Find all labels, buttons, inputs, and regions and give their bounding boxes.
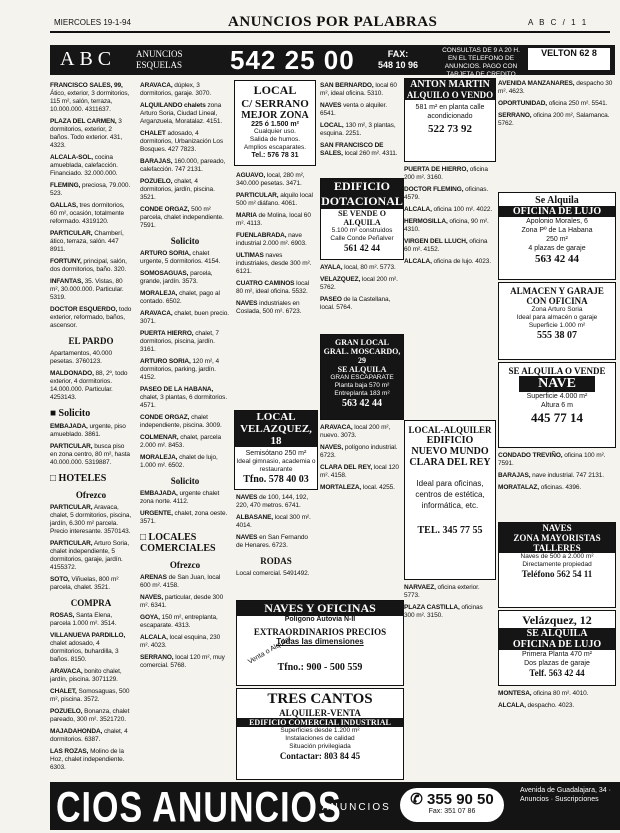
list-item: ROSAS, Santa Elena, parcela 1.000 m². 3514. — [50, 612, 117, 627]
list-item: ALCALA, local esquina, 230 m². 4023. — [140, 634, 221, 649]
fax-block: FAX: 548 10 96 — [377, 49, 419, 70]
list-item: PARTICULAR, Arturo Soria, chalet independiente, 5 dormitorios, garaje, jardín. 4155372. — [50, 540, 130, 571]
list-item: ALQUILANDO chalets zona Arturo Soria, Ciudad Lineal, Arganzuela, Moratalaz. 4151. — [140, 102, 223, 125]
section-heading: □ HOTELES — [50, 473, 107, 484]
list-item: ALCALA, oficina 100 m². 4022. — [404, 206, 493, 213]
list-item: CUATRO CAMINOS local 80 m², ideal oficina. 5532. — [236, 280, 310, 295]
list-item: LAS ROZAS, Molino de la Hoz, chalet independiente. 6303. — [50, 748, 125, 771]
list-item: MORALEJA, chalet de lujo, 1.000 m². 6502. — [140, 454, 218, 469]
main-phone: 542 25 00 — [230, 45, 355, 75]
list-item: PASEO de la Castellana, local. 5764. — [320, 296, 391, 311]
list-item: ARAVACA, chalet, buen precio. 3071. — [140, 310, 229, 325]
ad-box-moscardo: GRAN LOCAL GRAL. MOSCARDO, 29 SE ALQUILA GRAN ESCAPARATE Planta baja 570 m² Entreplanta 183 m² 563 42 44 — [320, 334, 404, 420]
list-item: PARTICULAR, Chamberí, ático, terraza, salón. 447 8911. — [50, 230, 124, 253]
list-item: Local comercial. 5491492. — [236, 570, 310, 577]
list-item: POZUELO, chalet, 4 dormitorios, jardín, piscina. 3521. — [140, 178, 215, 201]
list-item: PASEO DE LA HABANA, chalet, 3 plantas, 6 dormitorios. 4571. — [140, 386, 228, 409]
page-number: A B C / 1 1 — [528, 18, 589, 27]
column-3 — [236, 170, 316, 408]
list-item: PLAZA CASTILLA, oficinas 300 m². 3150. — [404, 604, 483, 619]
ad-box-naves-mayoristas: NAVES ZONA MAYORISTAS TALLERES Naves de 500 a 2.000 m² Directamente propiedad Teléfono 562 54 11 — [498, 522, 616, 608]
list-item: OPORTUNIDAD, oficina 250 m². 5541. — [498, 100, 608, 107]
list-item: ARAVACA, bonito chalet, jardín, piscina. 3071129. — [50, 668, 122, 683]
list-item: CONDADO TREVIÑO, oficina 100 m². 7591. — [498, 452, 606, 467]
ad-box-tres-cantos: TRES CANTOS ALQUILER-VENTA EDIFICIO COMERCIAL INDUSTRIAL Superficies desde 1.200 m² Instalaciones de calidad Situación privilegiada Contactar: 803 84 45 — [236, 688, 404, 780]
list-item: ULTIMAS naves industriales, desde 300 m². 6121. — [236, 252, 312, 275]
list-item: SERRANO, oficina 200 m², Salamanca. 5762. — [498, 112, 610, 127]
ad-box-edificio: EDIFICIO DOTACIONAL SE VENDE O ALQUILA 5.100 m² construidos Calle Conde Peñalver 561 42 44 — [320, 178, 404, 260]
list-item: LOCAL, 130 m², 3 plantas, esquina. 2251. — [320, 122, 396, 137]
footer-subtitle: ANUNCIOS — [322, 802, 391, 813]
list-item: SAN BERNARDO, local 60 m², ideal oficina. 5310. — [320, 82, 397, 97]
column-4b — [320, 262, 402, 330]
consultas-text: CONSULTAS DE 9 A 20 H. EN EL TELEFONO DE ANUNCIOS. PAGO CON TARJETA DE CREDITO — [442, 47, 520, 78]
list-item: SAN FRANCISCO DE SALES, local 260 m². 4311. — [320, 142, 398, 157]
list-item: MORALEJA, chalet, pago al contado. 6502. — [140, 290, 220, 305]
list-item: PARTICULAR, busca piso en zona centro, 80 m², hasta 40.000.000. 5319887. — [50, 443, 130, 466]
column-4 — [320, 80, 402, 176]
list-item: CONDE ORGAZ, 500 m² parcela, chalet independiente. 7591. — [140, 206, 224, 229]
list-item: NAVES, polígono industrial. 6723. — [320, 444, 398, 459]
header-rule — [50, 31, 610, 33]
list-item: CONDE ORGAZ, chalet independiente, piscina. 3009. — [140, 414, 222, 429]
subsection-heading: RODAS — [260, 556, 292, 566]
contact-band — [50, 45, 615, 78]
list-item: ALCALA, oficina de lujo. 4023. — [404, 258, 491, 265]
list-item: NAVES venta o alquiler. 6541. — [320, 102, 387, 117]
list-item: ARTURO SORIA, 120 m², 4 dormitorios, parking, jardín. 4152. — [140, 358, 219, 381]
column-6c — [498, 688, 616, 778]
list-item: HERMOSILLA, oficina, 90 m². 4310. — [404, 218, 489, 233]
section-heading: EL PARDO — [68, 336, 114, 346]
list-item: SOMOSAGUAS, parcela, grande, jardín. 3573. — [140, 270, 213, 285]
ad-box-almacen: ALMACEN Y GARAJE CON OFICINA Zona Arturo Soria Ideal para almacén o garaje Superficie 1.000 m² 555 38 07 — [498, 282, 616, 360]
phone-icon: ✆ — [410, 791, 423, 808]
section-heading: ■ Solicito — [50, 408, 91, 419]
list-item: SERRANO, local 120 m², muy comercial. 5768. — [140, 654, 225, 669]
ad-box-clara-del-rey: LOCAL-ALQUILER EDIFICIO NUEVO MUNDO CLARA DEL REY Ideal para oficinas, centros de estética, informática, etc. TEL. 345 77 55 — [404, 420, 496, 580]
subsection-heading: Ofrezco — [75, 490, 107, 500]
list-item: BARAJAS, 160.000, pareado, calefacción. 747 2131. — [140, 158, 226, 173]
footer-phone: ✆ 355 90 50 Fax: 351 07 86 — [400, 788, 504, 822]
list-item: FORTUNY, principal, salón, dos dormitorios, baño. 320. — [50, 258, 127, 273]
list-item: PARTICULAR, alquilo local 500 m² diáfano. 4061. — [236, 192, 313, 207]
list-item: Apartamentos, 40.000 pesetas. 3760123. — [50, 350, 112, 365]
list-item: NAVES en San Fernando de Henares. 6723. — [236, 534, 308, 549]
list-item: CHALET, Somosaguas, 500 m², piscina. 3572. — [50, 688, 130, 703]
list-item: PUERTA DE HIERRO, oficina 200 m². 3160. — [404, 166, 488, 181]
list-item: ARENAS de San Juan, local 600 m². 4158. — [140, 574, 221, 589]
list-item: URGENTE, chalet, zona oeste. 3571. — [140, 510, 228, 525]
column-6 — [498, 78, 616, 188]
velton-ad: VELTON 62 8 — [528, 48, 610, 70]
list-item: ARTURO SORIA, chalet urgente, 5 dormitorios. 4154. — [140, 250, 221, 265]
ad-box-velazquez-18: LOCAL VELAZQUEZ, 18 Semisótano 250 m² Ideal gimnasio, academia o restaurante Tfno. 578 40 03 — [234, 410, 318, 490]
list-item: VELAZQUEZ, local 200 m². 5762. — [320, 276, 398, 291]
list-item: NAVES, particular, desde 300 m². 6341. — [140, 594, 224, 609]
list-item: ARAVACA, dúplex, 3 dormitorios, garaje. 3070. — [140, 82, 212, 97]
list-item: CHALET adosado, 4 dormitorios, Urbanización Los Bosques. 427 7823. — [140, 130, 224, 153]
list-item: VIRGEN DEL LLUCH, oficina 60 m². 4152. — [404, 238, 488, 253]
subsection-heading: Solicito — [170, 476, 200, 486]
section-heading: □ LOCALES COMERCIALES — [140, 532, 216, 554]
list-item: ALCALA-SOL, cocina amueblada, calefacción. Financiado. 32.000.000. — [50, 154, 118, 177]
list-item: MAJADAHONDA, chalet, 4 dormitorios. 6387. — [50, 728, 128, 743]
footer-banner — [50, 782, 620, 830]
ad-box-local-serrano: LOCAL C/ SERRANO MEJOR ZONA 225 ó 1.500 m² Cualquier uso. Salida de humos. Amplios escaparates. Tel.: 576 78 31 — [234, 80, 316, 166]
abc-logo: ABC — [60, 48, 117, 70]
list-item: ALCALA, despacho. 4023. — [498, 702, 575, 709]
list-item: ALBASANE, local 300 m². 4014. — [236, 514, 311, 529]
list-item: COLMENAR, chalet, parcela 2.000 m². 8453. — [140, 434, 221, 449]
list-item: AYALA, local, 80 m². 5773. — [320, 264, 396, 271]
list-item: MORATALAZ, oficinas. 4396. — [498, 484, 582, 491]
list-item: VILLANUEVA PARDILLO, chalet adosado, 4 dormitorios, buhardilla, 3 baños. 8150. — [50, 632, 126, 663]
column-5b — [404, 582, 494, 778]
column-5 — [404, 164, 494, 418]
list-item: FLEMING, preciosa, 79.000. 523. — [50, 182, 131, 197]
column-3b — [236, 492, 316, 596]
page-title: ANUNCIOS POR PALABRAS — [228, 14, 438, 30]
list-item: DOCTOR ESQUERDO, todo exterior, reformado, baños, ascensor. — [50, 306, 132, 329]
column-6b — [498, 450, 616, 520]
list-item: BARAJAS, nave industrial. 747 2131. — [498, 472, 604, 479]
list-item: PLAZA DEL CARMEN, 3 dormitorios, exterior, 2 baños. Todo exterior. 431, 4323. — [50, 118, 123, 149]
list-item: FUENLABRADA, nave industrial 2.000 m². 6903. — [236, 232, 307, 247]
subsection-heading: Ofrezco — [169, 560, 201, 570]
ad-box-anton-martin: ANTON MARTIN ALQUILO O VENDO 581 m² en planta calle acondicionado 522 73 92 — [404, 78, 496, 162]
list-item: MONTESA, oficina 80 m². 4010. — [498, 690, 589, 697]
subsection-heading: COMPRA — [70, 598, 112, 608]
column-2 — [140, 80, 230, 780]
list-item: NAVES de 100, 144, 192, 220, 470 metros. 6741. — [236, 494, 309, 509]
column-4c — [320, 422, 402, 598]
list-item: AVENIDA MANZANARES, despacho 30 m². 4623. — [498, 80, 613, 95]
ad-box-naves-oficinas: NAVES Y OFICINAS Polígono Autovía N-II EXTRAORDINARIOS PRECIOS Todas las dimensiones Venta o Alquiler Tfno.: 900 - 500 559 — [236, 600, 404, 686]
subsection-heading: Solicito — [170, 236, 200, 246]
list-item: POZUELO, Bonanza, chalet pareado, 300 m². 3521720. — [50, 708, 130, 723]
list-item: GOYA, 150 m², entreplanta, escaparate. 4313. — [140, 614, 218, 629]
ad-box-velazquez-12: Velázquez, 12 SE ALQUILA OFICINA DE LUJO Primera Planta 470 m² Dos plazas de garaje Telf. 563 42 44 — [498, 610, 616, 686]
list-item: DOCTOR FLEMING, oficinas. 4579. — [404, 186, 489, 201]
list-item: MORTALEZA, local. 4255. — [320, 484, 395, 491]
list-item: EMBAJADA, urgente chalet zona norte. 4112. — [140, 490, 220, 505]
page-date: MIERCOLES 19-1-94 — [54, 18, 131, 27]
list-item: ARAVACA, local 200 m², nuevo. 3073. — [320, 424, 391, 439]
list-item: FRANCISCO SALES, 99, Ático, exterior, 3 dormitorios, 115 m², salón, terraza, 10.000.000. 4311637. — [50, 82, 130, 113]
ad-box-apolonio: Se Alquila OFICINA DE LUJO Apolonio Morales, 6 Zona Pº de La Habana 250 m² 4 plazas de garaje 563 42 44 — [498, 192, 616, 280]
list-item: SOTO, Viñuelas, 800 m² parcela, chalet. 3521. — [50, 576, 119, 591]
list-item: PARTICULAR, Aravaca, chalet, 5 dormitorios, piscina, jardín, 6.300 m² parcela. Precio interesante. 3570143. — [50, 504, 132, 535]
list-item: PUERTA HIERRO, chalet, 7 dormitorios, piscina, jardín. 3161. — [140, 330, 219, 353]
column-1 — [50, 80, 132, 780]
list-item: GALLAS, tres dormitorios, 60 m², ocasión, totalmente reformado. 4319120. — [50, 202, 125, 225]
list-item: EMBAJADA, urgente, piso amueblado. 3861. — [50, 423, 126, 438]
list-item: AGUAVO, local, 280 m², 340.000 pesetas. 3471. — [236, 172, 305, 187]
esquelas-label: ANUNCIOS ESQUELAS — [136, 49, 183, 70]
list-item: INFANTAS, 35. Vistas, 80 m², 30.000.000. Particular. 5319. — [50, 278, 124, 301]
list-item: NARVAEZ, oficina exterior. 5773. — [404, 584, 480, 599]
list-item: MARIA de Molina, local 60 m². 4113. — [236, 212, 311, 227]
page-header — [0, 0, 620, 46]
list-item: NAVES industriales en Coslada, 500 m². 6723. — [236, 300, 302, 315]
footer-info: Avenida de Guadalajara, 34 · Anuncios · Suscripciones — [520, 787, 611, 803]
footer-title: CIOS ANUNCIOS — [56, 784, 342, 832]
ad-box-nave: SE ALQUILA O VENDE NAVE Superficie 4.000 m² Altura 6 m 445 77 14 — [498, 362, 616, 448]
list-item: MALDONADO, 88, 2º, todo exterior, 4 dormitorios. 14.000.000. Particular. 4253143. — [50, 370, 128, 401]
list-item: CLARA DEL REY, local 120 m². 4158. — [320, 464, 399, 479]
